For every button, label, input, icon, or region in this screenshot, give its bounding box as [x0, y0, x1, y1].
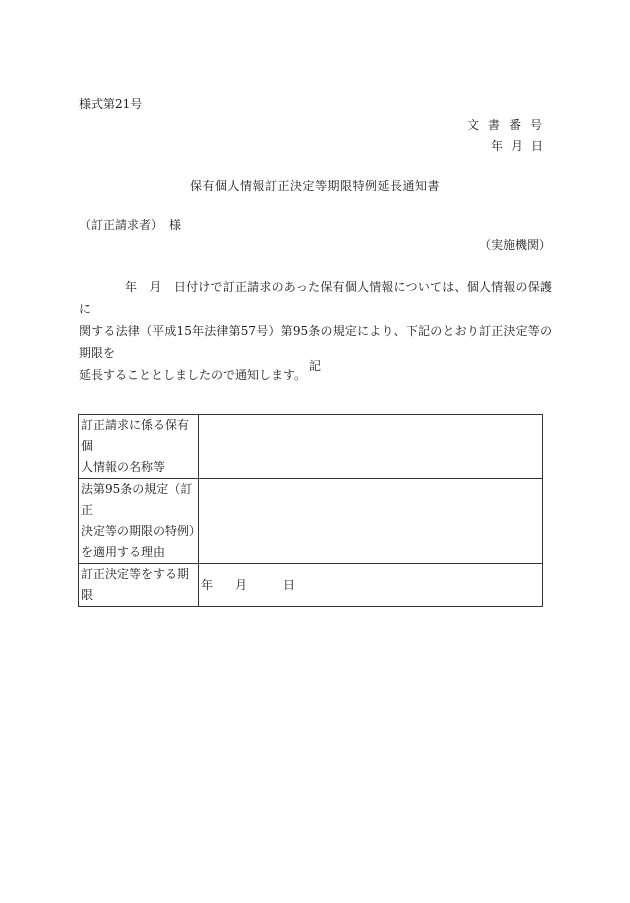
table-row [79, 415, 543, 479]
body-line-1: 年 月 日付けで訂正請求のあった保有個人情報については、個人情報の保護に [79, 280, 552, 316]
label-line: 決定等の期限の特例） [81, 524, 202, 538]
field-value-deadline[interactable] [199, 564, 543, 607]
body-line-2: 関する法律（平成15年法律第57号）第95条の規定により、下記のとおり訂正決定等の期限を [79, 324, 552, 360]
field-label-reason [79, 479, 202, 564]
field-value-info-name[interactable] [199, 415, 543, 479]
body-line-3: 延長することとしましたので通知します。 [79, 368, 307, 382]
document-title: 保有個人情報訂正決定等期限特例延長通知書 [189, 179, 440, 193]
deadline-month-label: 月 [235, 577, 248, 592]
field-label-deadline [79, 564, 199, 607]
field-value-reason[interactable] [199, 479, 543, 564]
table-row [79, 564, 543, 607]
document-date-label: 年月日 [490, 139, 551, 153]
field-label-info-name [79, 415, 199, 479]
label-line: 法第95条の規定（訂正 [81, 482, 193, 517]
notice-fields-table [78, 414, 543, 607]
ki-heading: 記 [308, 359, 321, 373]
form-number: 様式第21号 [79, 97, 143, 111]
deadline-day-label: 日 [283, 577, 296, 592]
deadline-year-label: 年 [201, 577, 214, 592]
agency-line: （実施機関） [478, 238, 551, 252]
label-line: 訂正決定等をする期限 [81, 567, 190, 602]
document-number-label: 文書番号 [466, 118, 551, 132]
recipient-line: （訂正請求者） 様 [79, 218, 182, 232]
label-line: 訂正請求に係る保有個 [81, 418, 190, 453]
label-line: を適用する理由 [81, 545, 166, 559]
label-line: 人情報の名称等 [81, 460, 166, 474]
table-row [79, 479, 543, 564]
